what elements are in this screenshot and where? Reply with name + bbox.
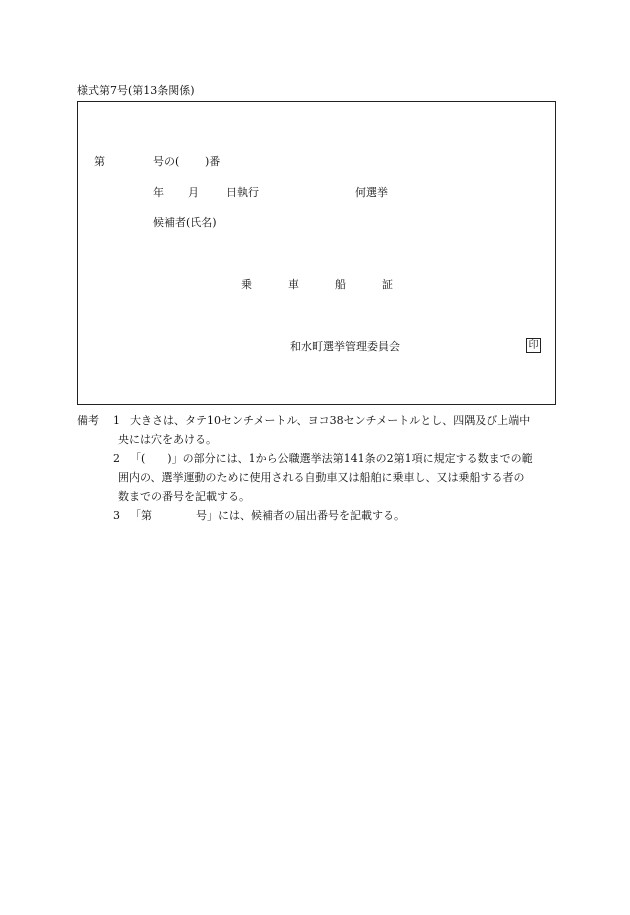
note-2-line-3: 数までの番号を記載する。	[118, 490, 250, 503]
note-2-number: 2	[113, 452, 120, 465]
title-char-4: 証	[382, 278, 393, 291]
date-year: 年	[153, 186, 164, 199]
issuer-name: 和水町選挙管理委員会	[290, 340, 400, 353]
note-1-line-2: 央には穴をあける。	[118, 433, 217, 446]
note-3-line-1: 「第 号」には、候補者の届出番号を記載する。	[130, 509, 405, 522]
title-char-2: 車	[288, 278, 299, 291]
number-go-open: 号の(	[153, 155, 180, 168]
title-char-3: 船	[335, 278, 346, 291]
number-prefix: 第	[94, 155, 105, 168]
note-1-line-1: 大きさは、タテ10センチメートル、ヨコ38センチメートルとし、四隅及び上端中	[130, 414, 531, 427]
date-day-held: 日執行	[226, 186, 259, 199]
election-name: 何選挙	[355, 186, 388, 199]
form-title: 様式第7号(第13条関係)	[77, 84, 195, 97]
date-month: 月	[188, 186, 199, 199]
number-ban: )番	[205, 155, 221, 168]
certificate-form	[77, 101, 556, 405]
note-3-number: 3	[113, 509, 120, 522]
seal-mark: 印	[526, 338, 541, 353]
candidate-name-label: 候補者(氏名)	[153, 216, 217, 229]
title-char-1: 乗	[241, 278, 252, 291]
notes-label: 備考	[77, 414, 99, 427]
note-2-line-1: 「( )」の部分には、1から公職選挙法第141条の2第1項に規定する数までの範	[130, 452, 533, 465]
note-1-number: 1	[113, 414, 120, 427]
note-2-line-2: 囲内の、選挙運動のために使用される自動車又は船舶に乗車し、又は乗船する者の	[118, 471, 525, 484]
